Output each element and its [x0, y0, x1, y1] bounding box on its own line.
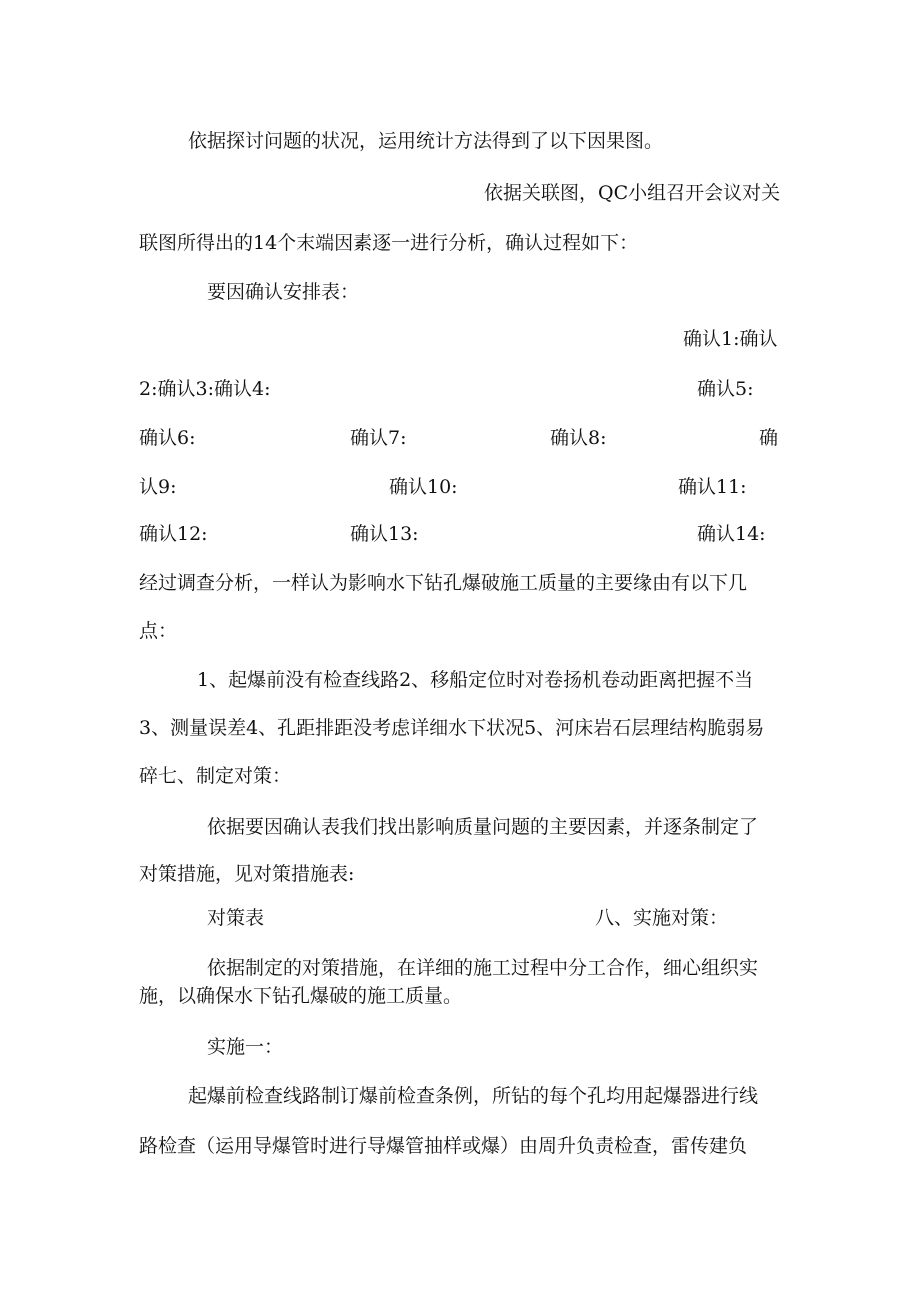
text-line: 确认14: — [697, 523, 766, 545]
text-line: 依据制定的对策措施，在详细的施工过程中分工合作，细心组织实 — [207, 957, 759, 979]
text-line: 确 — [759, 427, 779, 449]
text-line: 确认13: — [350, 523, 419, 545]
text-line: 联图所得出的14个末端因素逐一进行分析，确认过程如下： — [139, 232, 639, 254]
text-line: 要因确认安排表： — [207, 281, 360, 303]
text-line: 确认11: — [678, 476, 747, 498]
text-line: 认9: — [139, 476, 177, 498]
text-line: 经过调查分析，一样认为影响水下钻孔爆破施工质量的主要缘由有以下几 — [139, 572, 748, 594]
text-line: 确认1:确认 — [683, 328, 778, 350]
text-line: 对策表 — [207, 907, 265, 929]
text-line: 确认6: — [139, 427, 196, 449]
text-line: 八、实施对策： — [595, 907, 729, 929]
text-line: 1、起爆前没有检查线路2、移船定位时对卷扬机卷动距离把握不当 — [197, 669, 754, 691]
text-line: 碎七、制定对策： — [139, 765, 292, 787]
text-line: 依据关联图，QC小组召开会议对关 — [484, 182, 781, 204]
text-line: 确认7: — [350, 427, 407, 449]
text-line: 确认8: — [550, 427, 607, 449]
text-line: 路检查（运用导爆管时进行导爆管抽样或爆）由周升负责检查，雷传建负 — [139, 1135, 748, 1157]
text-line: 依据要因确认表我们找出影响质量问题的主要因素，并逐条制定了 — [207, 816, 759, 838]
text-line: 依据探讨问题的状况，运用统计方法得到了以下因果图。 — [188, 130, 664, 152]
text-line: 确认5: — [697, 378, 754, 400]
text-line: 确认12: — [139, 523, 208, 545]
text-line: 2:确认3:确认4: — [139, 378, 271, 400]
text-line: 确认10: — [389, 476, 458, 498]
text-line: 3、测量误差4、孔距排距没考虑详细水下状况5、河床岩石层理结构脆弱易 — [139, 717, 765, 739]
text-line: 实施一： — [207, 1036, 284, 1058]
text-line: 施，以确保水下钻孔爆破的施工质量。 — [139, 985, 463, 1007]
text-line: 起爆前检查线路制订爆前检查条例，所钻的每个孔均用起爆器进行线 — [188, 1085, 759, 1107]
text-line: 点： — [139, 620, 178, 642]
text-line: 对策措施，见对策措施表: — [139, 863, 355, 885]
